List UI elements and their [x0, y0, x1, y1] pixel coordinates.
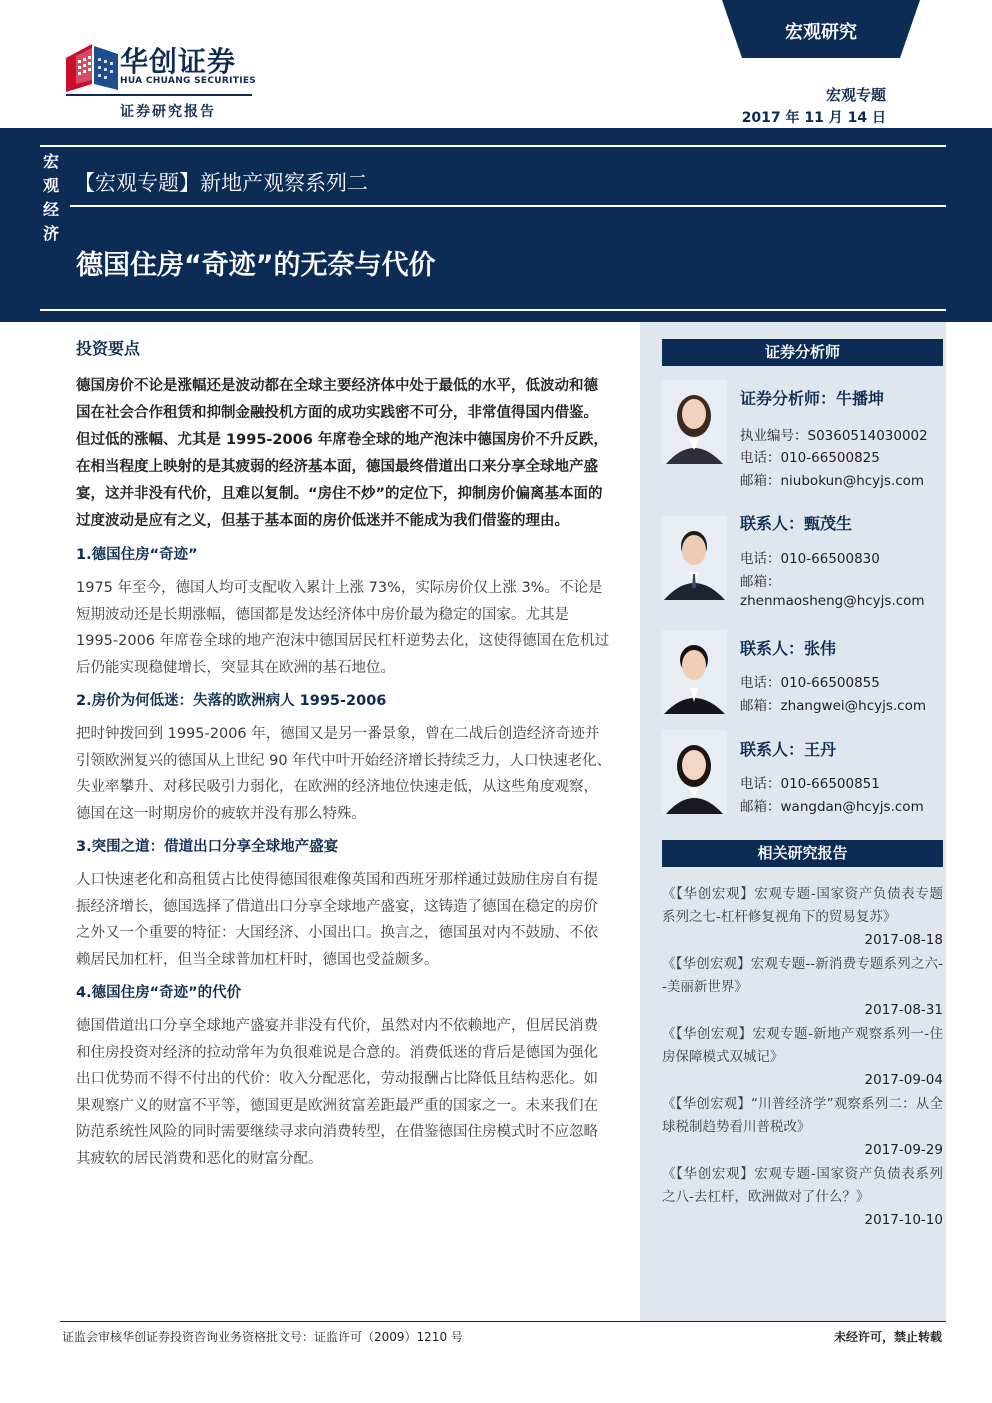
footer-notice: 未经许可，禁止转载 [833, 1330, 942, 1344]
banner-rule-middle [70, 205, 946, 207]
report-title: 德国住房“奇迹”的无奈与代价 [76, 250, 436, 281]
related-report-date: 2017-10-10 [864, 1212, 943, 1228]
report-kind-label: 证券研究报告 [120, 104, 216, 120]
report-type: 宏观专题 [825, 86, 886, 104]
section-body: 德国借道出口分享全球地产盛宴并非没有代价，虽然对内不依赖地产，但居民消费和住房投资对经济的拉动常年为负很难说是合意的。消费低迷的背后是德国为强化出口优势而不得不付出的代价：收入分配恶化，劳动报酬占比降低且结构恶化。如果观察广义的财富不平等，德国更是欧洲贫富差距最严重的国家之一。未来我们在防范系统性风险的同时需要继续寻求向消费转型，在借鉴德国住房模式时不应忽略其疲软的居民消费和恶化的财富分配。 [76, 1018, 598, 1167]
contact-email[interactable]: 邮箱：zhangwei@hcyjs.com [740, 698, 927, 714]
contact-email[interactable]: zhenmaosheng@hcyjs.com [740, 593, 925, 609]
contact-email-label: 邮箱： [740, 574, 781, 590]
contact-photo [662, 516, 727, 600]
contact-phone: 电话：010-66500855 [740, 675, 880, 691]
contact-name: 联系人：甄茂生 [740, 514, 853, 533]
key-points-heading: 投资要点 [76, 339, 141, 358]
section-body: 把时钟拨回到 1995-2006 年，德国又是另一番景象，曾在二战后创造经济奇迹并引领欧洲复兴的德国从上世纪 90 年代中叶开始经济增长持续乏力，人口快速老化、失业率攀升、对移民吸引力弱化，在欧洲的经济地位快速走低，从这些角度观察，德国在这一时期房价的疲软并没有那么特殊。 [76, 726, 612, 822]
contact-name: 联系人：张伟 [740, 639, 837, 658]
section-heading: 3.突围之道：借道出口分享全球地产盛宴 [76, 839, 339, 855]
sector-side-label: 宏观经济 [42, 152, 59, 243]
analyst-license: 执业编号：S0360514030002 [740, 428, 928, 444]
summary-paragraph: 德国房价不论是涨幅还是波动都在全球主要经济体中处于最低的水平，低波动和德国在社会合作租赁和抑制金融投机方面的成功实践密不可分，非常值得国内借鉴。但过低的涨幅、尤其是 1995-2006 年席卷全球的地产泡沫中德国房价不升反跌，在相当程度上映射的是其疲弱的经济基本面，德国最终借道出口来分享全球地产盛宴，这并非没有代价，且难以复制。“房住不炒”的定位下，抑制房价偏离基本面的过度波动是应有之义，但基于基本面的房价低迷并不能成为我们借鉴的理由。 [76, 378, 608, 529]
contact-photo [662, 630, 727, 714]
section-body: 人口快速老化和高租赁占比使得德国很难像英国和西班牙那样通过鼓励住房自有提振经济增长，德国选择了借道出口分享全球地产盛宴，这铸造了德国在稳定的房价之外又一个重要的特征：大国经济、小国出口。换言之，德国虽对内不鼓励、不依赖居民加杠杆，但当全球普加杠杆时，德国也受益颇多。 [76, 872, 598, 968]
contact-name: 联系人：王丹 [740, 740, 837, 759]
contact-photo [662, 730, 727, 814]
report-subtitle: 【宏观专题】新地产观察系列二 [74, 171, 368, 195]
footer-divider [60, 1321, 946, 1322]
contact-phone: 电话：010-66500851 [740, 776, 880, 792]
company-name-cn: 华创证券 [120, 45, 237, 78]
contact-email[interactable]: 邮箱：wangdan@hcyjs.com [740, 799, 924, 815]
main-column [76, 336, 612, 1178]
banner-rule-bottom [40, 309, 946, 311]
related-report-link[interactable]: 《【华创宏观】“川普经济学”观察系列二：从全球税制趋势看川普税改》 [662, 1096, 943, 1135]
related-reports-list [662, 883, 943, 1233]
analyst-name: 证券分析师：牛播坤 [740, 389, 885, 408]
company-logo-mark [66, 44, 118, 92]
title-banner [0, 128, 992, 322]
related-report-link[interactable]: 《【华创宏观】宏观专题--新消费专题系列之六--美丽新世界》 [662, 956, 943, 995]
banner-rule-top [40, 145, 946, 147]
related-reports-heading: 相关研究报告 [662, 840, 943, 867]
analyst-email[interactable]: 邮箱：niubokun@hcyjs.com [740, 473, 925, 489]
analyst-phone: 电话：010-66500825 [740, 450, 880, 466]
related-report-date: 2017-09-29 [864, 1142, 943, 1158]
related-report-date: 2017-09-04 [864, 1072, 943, 1088]
related-report-date: 2017-08-18 [864, 932, 943, 948]
related-report-link[interactable]: 《【华创宏观】宏观专题-新地产观察系列一-住房保障模式双城记》 [662, 1026, 943, 1065]
logo-divider [66, 94, 252, 96]
company-name-en: HUA CHUANG SECURITIES [120, 76, 257, 86]
section-body: 1975 年至今，德国人均可支配收入累计上涨 73%，实际房价仅上涨 3%。不论是短期波动还是长期涨幅，德国都是发达经济体中房价最为稳定的国家。尤其是 1995-2006 年席卷全球的地产泡沫中德国居民杠杆逆势去化，这使得德国在危机过后仍能实现稳健增长，突显其在欧洲的基石地位。 [76, 580, 610, 676]
related-report-date: 2017-08-31 [864, 1002, 943, 1018]
report-date: 2017 年 11 月 14 日 [741, 110, 886, 126]
section-heading: 2.房价为何低迷：失落的欧洲病人 1995-2006 [76, 693, 387, 709]
contact-phone: 电话：010-66500830 [740, 551, 880, 567]
related-report-link[interactable]: 《【华创宏观】宏观专题-国家资产负债表系列之八-去杠杆，欧洲做对了什么？》 [662, 1166, 943, 1205]
related-report-link[interactable]: 《【华创宏观】宏观专题-国家资产负债表专题系列之七-杠杆修复视角下的贸易复苏》 [662, 886, 943, 925]
section-heading: 1.德国住房“奇迹” [76, 547, 198, 563]
section-heading: 4.德国住房“奇迹”的代价 [76, 985, 242, 1001]
category-tag: 宏观研究 [785, 22, 857, 43]
footer-license: 证监会审核华创证券投资咨询业务资格批文号：证监许可（2009）1210 号 [62, 1330, 463, 1344]
analyst-photo [662, 380, 727, 464]
analyst-section-heading: 证券分析师 [662, 339, 943, 366]
